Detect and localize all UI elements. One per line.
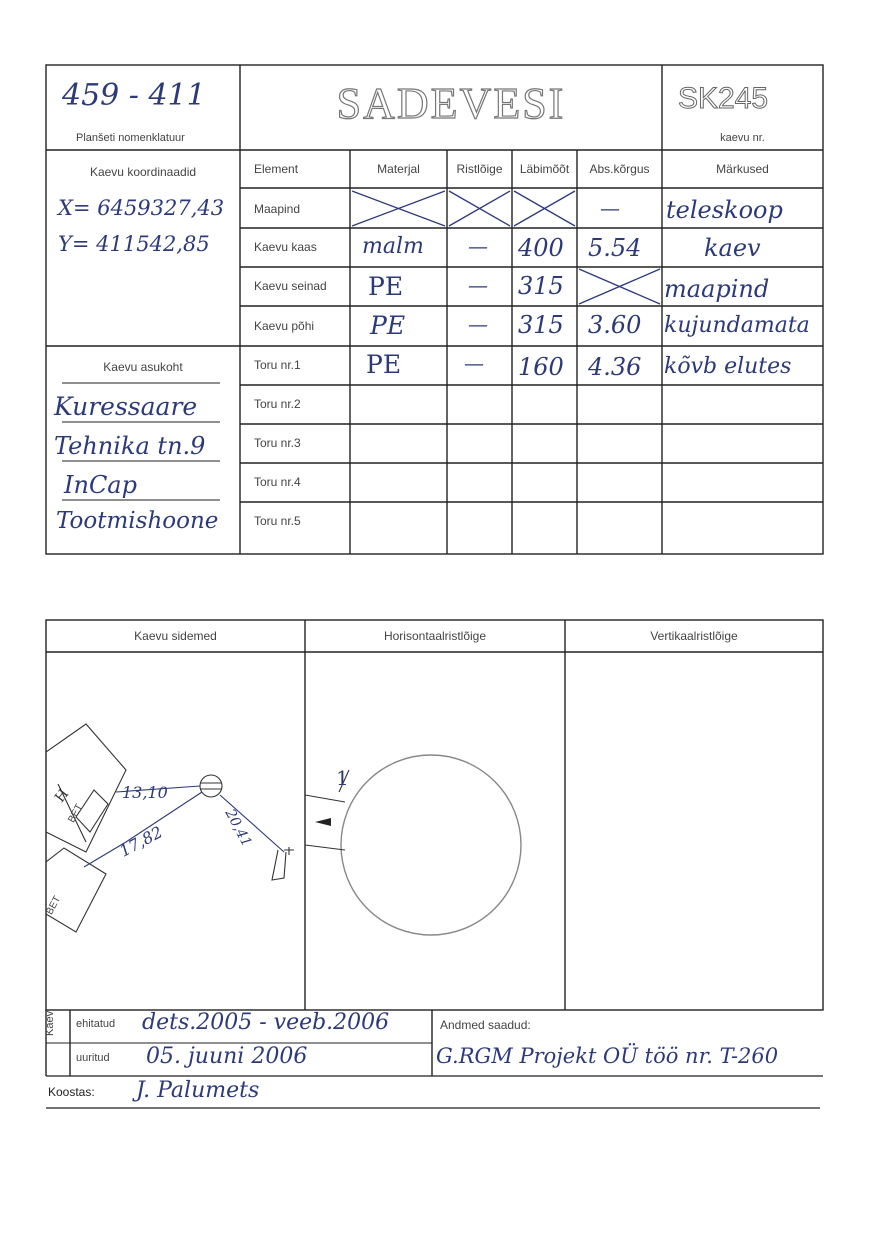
inspected-label: uuritud [76, 1052, 110, 1064]
kaev-label: Kaev [44, 1010, 56, 1036]
cell-notes: maapind [664, 275, 770, 303]
inspected-value: 05. juuni 2006 [146, 1044, 308, 1069]
source-label: Andmed saadud: [440, 1018, 531, 1032]
lower-col-horizontal: Horisontaalristlõige [383, 629, 487, 643]
compiled-label: Koostas: [48, 1085, 95, 1099]
cell-diameter: 315 [518, 311, 564, 339]
cell-diameter: 160 [518, 353, 564, 381]
dimension-1: 13,10 [122, 783, 168, 802]
coord-y: Y= 411542,85 [58, 232, 210, 256]
cell-material: PE [366, 350, 402, 379]
built-value: dets.2005 - veeb.2006 [142, 1010, 390, 1035]
cell-notes: kaev [704, 234, 761, 262]
col-header-elevation: Abs.kõrgus [589, 162, 650, 176]
row-element: Toru nr.3 [254, 436, 301, 450]
well-circle [341, 755, 521, 935]
bet-label-2: BET [44, 894, 64, 917]
row-element: Toru nr.1 [254, 358, 301, 372]
well-number: SK245 [678, 82, 769, 115]
location-line-3: InCap [64, 471, 137, 499]
lower-col-connections: Kaevu sidemed [134, 629, 217, 643]
cell-elevation: 5.54 [588, 234, 642, 262]
location-line-2: Tehnika tn.9 [54, 432, 206, 460]
cell-notes: teleskoop [666, 196, 783, 224]
col-header-cross: Ristlõige [456, 162, 503, 176]
source-value: G.RGM Projekt OÜ töö nr. T-260 [436, 1044, 779, 1068]
coord-x: X= 6459327,43 [58, 196, 225, 220]
location-label: Kaevu asukoht [103, 360, 183, 374]
col-header-notes: Märkused [716, 162, 769, 176]
horizontal-section [305, 652, 565, 1010]
row-element: Maapind [254, 202, 301, 216]
bet-label-1: BET [66, 802, 86, 825]
cell-material: PE [370, 311, 406, 340]
cell-notes: kujundamata [664, 313, 810, 338]
row-element: Toru nr.4 [254, 475, 301, 489]
flow-arrow-icon [315, 818, 331, 826]
coords-label: Kaevu koordinaadid [89, 165, 197, 179]
dimension-3: 20,41 [221, 806, 255, 850]
cell-elevation: — [600, 196, 620, 220]
connections-sketch [46, 652, 305, 1010]
row-element: Toru nr.2 [254, 397, 301, 411]
col-header-element: Element [254, 162, 299, 176]
col-header-material: Materjal [377, 162, 420, 176]
row-element: Toru nr.5 [254, 514, 301, 528]
cell-cross: — [468, 312, 488, 336]
compiled-signature: J. Palumets [136, 1078, 260, 1103]
cell-cross: — [468, 273, 488, 297]
well-symbol [200, 775, 222, 797]
cell-material: PE [368, 272, 404, 301]
row-element: Kaevu seinad [254, 279, 327, 293]
nomenclature-value: 459 - 411 [62, 78, 206, 113]
cell-cross: — [468, 234, 488, 258]
row-element: Kaevu kaas [254, 240, 317, 254]
cell-elevation: 3.60 [588, 311, 642, 339]
nomenclature-label: Planšeti nomenklatuur [76, 132, 185, 144]
cell-elevation: 4.36 [588, 353, 642, 381]
location-line-1: Kuressaare [54, 392, 198, 421]
location-line-4: Tootmishoone [56, 508, 219, 534]
built-label: ehitatud [76, 1018, 116, 1030]
pipe-number: 1 [336, 766, 349, 790]
dimension-2: 17,82 [116, 822, 166, 861]
building-lower-outline [46, 848, 106, 932]
building-label: H [52, 786, 73, 806]
cell-material: malm [362, 234, 424, 259]
well-number-label: kaevu nr. [720, 132, 765, 144]
cell-diameter: 400 [518, 234, 564, 262]
col-header-diameter: Läbimõõt [519, 162, 570, 176]
cell-diameter: 315 [518, 272, 564, 300]
row-element: Kaevu põhi [254, 319, 315, 333]
lower-col-vertical: Vertikaalristlõige [650, 629, 738, 643]
form-title: SADEVESI [336, 79, 566, 128]
cell-cross: — [464, 351, 484, 375]
cell-notes: kõvb elutes [664, 354, 792, 379]
